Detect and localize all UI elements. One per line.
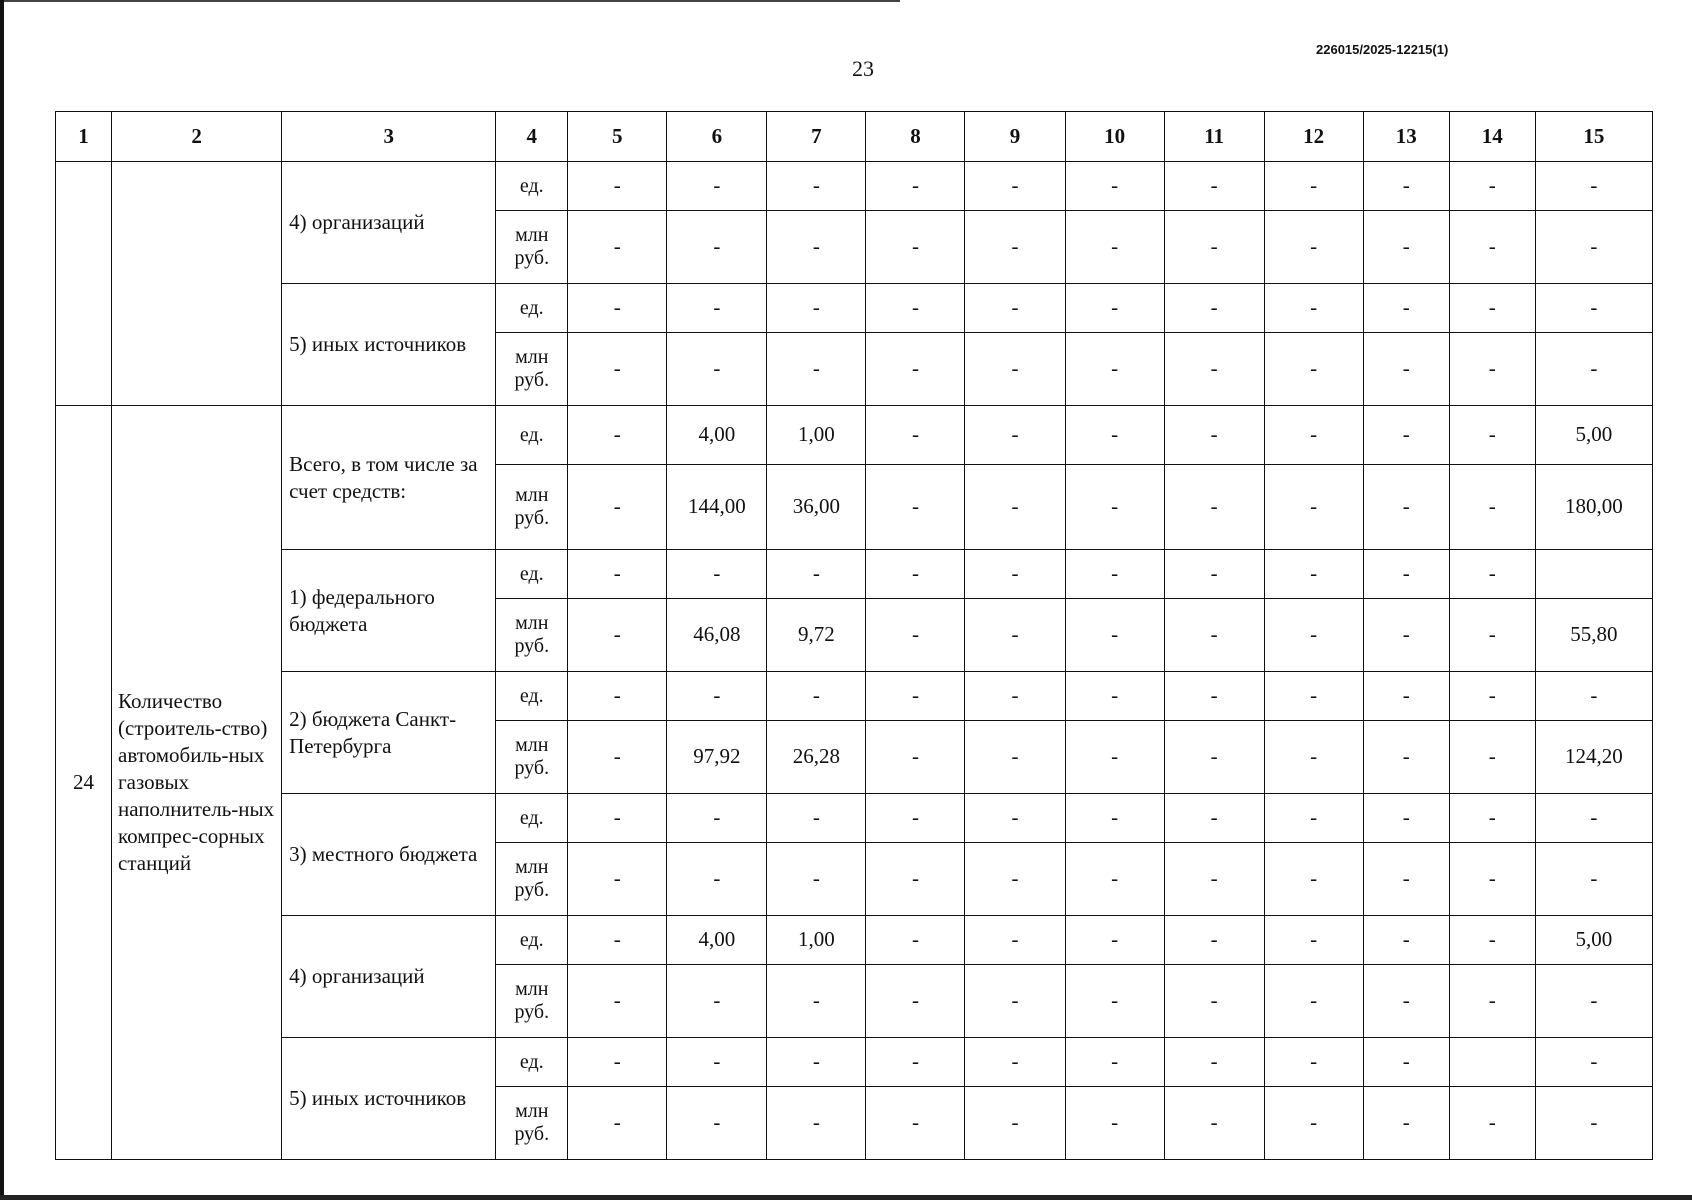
value-cell: - — [965, 211, 1065, 284]
value-cell: - — [965, 843, 1065, 916]
value-cell: - — [1264, 1038, 1363, 1087]
value-cell — [1449, 1038, 1535, 1087]
value-cell: - — [1449, 843, 1535, 916]
column-header: 13 — [1363, 112, 1449, 162]
value-cell: 55,80 — [1535, 599, 1652, 672]
value-cell: - — [568, 721, 667, 794]
funding-source-label: 4) организаций — [282, 916, 496, 1038]
value-cell: 46,08 — [667, 599, 767, 672]
value-cell: - — [767, 550, 866, 599]
value-cell: - — [1065, 721, 1164, 794]
value-cell: - — [767, 1038, 866, 1087]
value-cell: 5,00 — [1535, 916, 1652, 965]
value-cell: - — [1065, 211, 1164, 284]
value-cell: - — [568, 794, 667, 843]
unit-label: ед. — [496, 1038, 568, 1087]
value-cell: - — [866, 162, 965, 211]
value-cell: - — [1065, 550, 1164, 599]
value-cell: - — [667, 965, 767, 1038]
value-cell: - — [1264, 916, 1363, 965]
value-cell: - — [568, 284, 667, 333]
value-cell: - — [1535, 672, 1652, 721]
value-cell: - — [1065, 406, 1164, 465]
funding-source-label: 2) бюджета Санкт-Петербурга — [282, 672, 496, 794]
value-cell: - — [866, 211, 965, 284]
column-header: 14 — [1449, 112, 1535, 162]
table-row — [56, 406, 1653, 465]
value-cell: 144,00 — [667, 465, 767, 550]
unit-label: млн руб. — [496, 1087, 568, 1160]
value-cell: - — [568, 916, 667, 965]
value-cell: - — [866, 284, 965, 333]
value-cell: - — [1363, 672, 1449, 721]
value-cell: - — [1164, 794, 1264, 843]
funding-source-label: 3) местного бюджета — [282, 794, 496, 916]
value-cell: - — [1363, 965, 1449, 1038]
value-cell: - — [1065, 965, 1164, 1038]
value-cell: - — [1065, 843, 1164, 916]
value-cell: - — [767, 333, 866, 406]
value-cell: - — [965, 794, 1065, 843]
value-cell: - — [1264, 211, 1363, 284]
value-cell: - — [1164, 284, 1264, 333]
value-cell: - — [1164, 672, 1264, 721]
value-cell: - — [1065, 1038, 1164, 1087]
value-cell: - — [1164, 599, 1264, 672]
unit-label: млн руб. — [496, 843, 568, 916]
column-header: 5 — [568, 112, 667, 162]
value-cell: 180,00 — [1535, 465, 1652, 550]
column-header: 9 — [965, 112, 1065, 162]
funding-source-label: 1) федерального бюджета — [282, 550, 496, 672]
column-header: 8 — [866, 112, 965, 162]
value-cell: - — [667, 162, 767, 211]
value-cell: - — [568, 162, 667, 211]
value-cell: - — [767, 672, 866, 721]
value-cell: - — [1535, 843, 1652, 916]
value-cell: - — [965, 1087, 1065, 1160]
value-cell: - — [965, 333, 1065, 406]
value-cell: - — [1449, 550, 1535, 599]
scan-edge-top — [0, 0, 900, 2]
value-cell: - — [866, 672, 965, 721]
value-cell: 5,00 — [1535, 406, 1652, 465]
value-cell: - — [1065, 599, 1164, 672]
value-cell: - — [1264, 721, 1363, 794]
table-row — [56, 794, 1653, 843]
table-row — [56, 162, 1653, 211]
value-cell: 4,00 — [667, 916, 767, 965]
value-cell: 9,72 — [767, 599, 866, 672]
value-cell: - — [866, 1087, 965, 1160]
value-cell: - — [1363, 284, 1449, 333]
row-number: 24 — [56, 406, 112, 1160]
scan-edge-bottom — [0, 1195, 1692, 1200]
value-cell: - — [767, 843, 866, 916]
value-cell: - — [568, 1038, 667, 1087]
value-cell: - — [667, 333, 767, 406]
value-cell: - — [1264, 672, 1363, 721]
value-cell: - — [767, 284, 866, 333]
table-row — [56, 284, 1653, 333]
value-cell: - — [1065, 333, 1164, 406]
column-header: 1 — [56, 112, 112, 162]
value-cell: - — [1264, 1087, 1363, 1160]
unit-label: млн руб. — [496, 333, 568, 406]
value-cell: - — [1363, 1038, 1449, 1087]
value-cell: - — [667, 550, 767, 599]
value-cell: - — [965, 465, 1065, 550]
funding-source-label: Всего, в том числе за счет средств: — [282, 406, 496, 550]
value-cell: - — [1164, 1087, 1264, 1160]
data-table — [55, 111, 1653, 1160]
value-cell: - — [965, 1038, 1065, 1087]
column-header: 3 — [282, 112, 496, 162]
value-cell: - — [568, 550, 667, 599]
value-cell: - — [1363, 333, 1449, 406]
column-header: 12 — [1264, 112, 1363, 162]
unit-label: млн руб. — [496, 211, 568, 284]
value-cell: - — [1449, 794, 1535, 843]
value-cell: - — [1363, 162, 1449, 211]
value-cell: - — [1164, 1038, 1264, 1087]
value-cell: - — [767, 794, 866, 843]
value-cell: - — [1065, 1087, 1164, 1160]
unit-label: млн руб. — [496, 721, 568, 794]
table-row — [56, 672, 1653, 721]
value-cell: - — [1449, 721, 1535, 794]
value-cell: - — [568, 672, 667, 721]
value-cell: - — [568, 599, 667, 672]
value-cell: - — [965, 965, 1065, 1038]
value-cell: - — [1363, 1087, 1449, 1160]
value-cell: - — [1363, 794, 1449, 843]
value-cell: - — [1264, 284, 1363, 333]
unit-label: ед. — [496, 162, 568, 211]
value-cell: - — [1164, 843, 1264, 916]
value-cell: - — [1264, 162, 1363, 211]
value-cell: - — [1363, 211, 1449, 284]
value-cell: - — [1449, 465, 1535, 550]
unit-label: ед. — [496, 916, 568, 965]
funding-source-label: 5) иных источников — [282, 284, 496, 406]
value-cell: - — [568, 965, 667, 1038]
value-cell: - — [767, 162, 866, 211]
value-cell: - — [965, 284, 1065, 333]
value-cell: - — [767, 1087, 866, 1160]
value-cell: - — [1164, 333, 1264, 406]
value-cell: - — [1065, 672, 1164, 721]
value-cell: - — [667, 843, 767, 916]
table-row — [56, 550, 1653, 599]
value-cell: - — [1449, 672, 1535, 721]
value-cell: 4,00 — [667, 406, 767, 465]
value-cell: - — [568, 465, 667, 550]
value-cell: - — [1065, 916, 1164, 965]
value-cell — [1535, 550, 1652, 599]
value-cell: - — [1164, 465, 1264, 550]
unit-label: млн руб. — [496, 465, 568, 550]
value-cell: - — [1065, 465, 1164, 550]
value-cell: - — [568, 333, 667, 406]
value-cell: - — [667, 672, 767, 721]
value-cell: - — [1164, 211, 1264, 284]
value-cell: - — [667, 1087, 767, 1160]
value-cell: - — [1449, 599, 1535, 672]
column-header: 7 — [767, 112, 866, 162]
value-cell: - — [1535, 333, 1652, 406]
value-cell: - — [1164, 916, 1264, 965]
indicator-name: Количество (строитель-ство) автомобиль-ных газовых наполнитель-ных компрес-сорных станций — [112, 406, 282, 1160]
unit-label: ед. — [496, 284, 568, 333]
value-cell: - — [1363, 721, 1449, 794]
value-cell: - — [866, 465, 965, 550]
value-cell: - — [1449, 916, 1535, 965]
value-cell: - — [1535, 211, 1652, 284]
value-cell: - — [667, 284, 767, 333]
value-cell: - — [866, 406, 965, 465]
value-cell: - — [965, 721, 1065, 794]
value-cell: - — [866, 1038, 965, 1087]
value-cell: - — [1363, 843, 1449, 916]
value-cell: - — [1535, 794, 1652, 843]
table-row — [56, 1038, 1653, 1087]
value-cell: - — [1535, 1087, 1652, 1160]
value-cell: - — [1449, 284, 1535, 333]
value-cell: 124,20 — [1535, 721, 1652, 794]
value-cell: - — [965, 916, 1065, 965]
value-cell: - — [1449, 406, 1535, 465]
column-header: 4 — [496, 112, 568, 162]
value-cell: - — [965, 406, 1065, 465]
value-cell: - — [1164, 721, 1264, 794]
value-cell: - — [965, 162, 1065, 211]
column-header: 15 — [1535, 112, 1652, 162]
value-cell: - — [1449, 965, 1535, 1038]
value-cell: 1,00 — [767, 406, 866, 465]
value-cell: - — [1264, 794, 1363, 843]
value-cell: - — [667, 211, 767, 284]
value-cell: - — [1264, 465, 1363, 550]
value-cell: - — [568, 1087, 667, 1160]
value-cell: - — [667, 1038, 767, 1087]
value-cell: - — [1535, 162, 1652, 211]
value-cell: - — [1449, 333, 1535, 406]
value-cell: - — [866, 843, 965, 916]
value-cell: 36,00 — [767, 465, 866, 550]
value-cell: 1,00 — [767, 916, 866, 965]
page-number: 23 — [852, 56, 874, 81]
scan-edge-left — [0, 0, 4, 1200]
unit-label: ед. — [496, 406, 568, 465]
value-cell: - — [1164, 162, 1264, 211]
unit-label: ед. — [496, 794, 568, 843]
value-cell: - — [568, 211, 667, 284]
value-cell: - — [1535, 965, 1652, 1038]
value-cell: - — [866, 550, 965, 599]
value-cell: - — [965, 599, 1065, 672]
unit-label: млн руб. — [496, 599, 568, 672]
value-cell: - — [866, 721, 965, 794]
value-cell: - — [568, 406, 667, 465]
funding-source-label: 5) иных источников — [282, 1038, 496, 1160]
value-cell: - — [568, 843, 667, 916]
value-cell: - — [667, 794, 767, 843]
value-cell: - — [1535, 1038, 1652, 1087]
value-cell: - — [767, 965, 866, 1038]
value-cell: - — [866, 599, 965, 672]
value-cell: - — [1363, 599, 1449, 672]
value-cell: - — [965, 550, 1065, 599]
column-header: 2 — [112, 112, 282, 162]
value-cell: 26,28 — [767, 721, 866, 794]
value-cell: - — [1449, 162, 1535, 211]
value-cell: - — [1065, 284, 1164, 333]
value-cell: - — [1363, 465, 1449, 550]
column-header: 6 — [667, 112, 767, 162]
value-cell: - — [1363, 406, 1449, 465]
value-cell: - — [1164, 406, 1264, 465]
indicator-name — [112, 162, 282, 406]
value-cell: - — [767, 211, 866, 284]
value-cell: - — [1264, 550, 1363, 599]
value-cell: - — [866, 794, 965, 843]
value-cell: - — [1363, 916, 1449, 965]
value-cell: - — [1065, 162, 1164, 211]
value-cell: - — [1065, 794, 1164, 843]
value-cell: - — [965, 672, 1065, 721]
row-number — [56, 162, 112, 406]
value-cell: - — [1264, 599, 1363, 672]
unit-label: ед. — [496, 550, 568, 599]
value-cell: - — [1164, 550, 1264, 599]
value-cell: - — [1264, 843, 1363, 916]
header-row — [56, 112, 1653, 162]
document-id: 226015/2025-12215(1) — [1316, 42, 1449, 57]
value-cell: - — [1264, 333, 1363, 406]
unit-label: млн руб. — [496, 965, 568, 1038]
value-cell: - — [1363, 550, 1449, 599]
value-cell: - — [1164, 965, 1264, 1038]
unit-label: ед. — [496, 672, 568, 721]
value-cell: - — [1449, 1087, 1535, 1160]
value-cell: - — [1264, 965, 1363, 1038]
value-cell: - — [1449, 211, 1535, 284]
table-row — [56, 916, 1653, 965]
value-cell: - — [1264, 406, 1363, 465]
value-cell: 97,92 — [667, 721, 767, 794]
column-header: 10 — [1065, 112, 1164, 162]
value-cell: - — [866, 965, 965, 1038]
funding-source-label: 4) организаций — [282, 162, 496, 284]
value-cell: - — [866, 916, 965, 965]
column-header: 11 — [1164, 112, 1264, 162]
value-cell: - — [866, 333, 965, 406]
value-cell: - — [1535, 284, 1652, 333]
